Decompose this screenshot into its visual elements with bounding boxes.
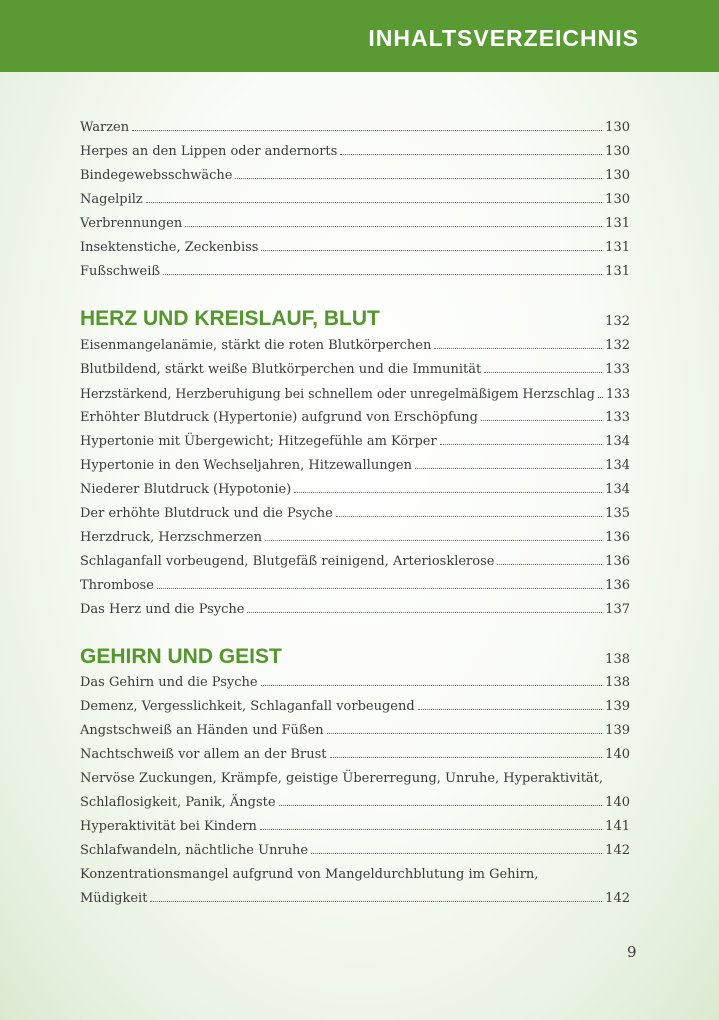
- toc-entry: [80, 817, 630, 837]
- toc-entry-page: 131: [605, 264, 630, 279]
- toc-entry-title: Schlaganfall vorbeugend, Blutgefäß reinigend, Arteriosklerose: [80, 554, 495, 569]
- dot-leader: [336, 505, 602, 517]
- toc-entry-page: 139: [605, 723, 630, 738]
- dot-leader: [132, 119, 602, 131]
- toc-entry-page: 136: [605, 530, 630, 545]
- toc-entry-title: Verbrennungen: [80, 216, 183, 231]
- section-heading-gehirn: [80, 643, 630, 671]
- toc-entry-title: Hypertonie in den Wechseljahren, Hitzewallungen: [80, 458, 412, 473]
- toc-entry: [80, 721, 630, 741]
- toc-entry: [80, 745, 630, 765]
- dot-leader: [261, 239, 602, 251]
- toc-entry-page: 133: [605, 386, 630, 401]
- toc-entry: [80, 166, 630, 186]
- toc-entry-title: Müdigkeit: [80, 891, 148, 906]
- toc-entry-page: 131: [605, 216, 630, 231]
- toc-entry-page: 138: [605, 675, 630, 690]
- toc-entry-title: Herzstärkend, Herzberuhigung bei schnellem oder unregelmäßigem Herzschlag: [80, 386, 595, 401]
- toc-entry-title: Hypertonie mit Übergewicht; Hitzegefühle am Körper: [80, 434, 437, 449]
- toc-entry-page: 130: [605, 168, 630, 183]
- toc-entry-title: Nagelpilz: [80, 192, 143, 207]
- toc-entry-title: Fußschweiß: [80, 264, 161, 279]
- dot-leader: [279, 794, 603, 806]
- dot-leader: [150, 890, 602, 902]
- toc-entry: [80, 480, 630, 500]
- dot-leader: [163, 263, 602, 275]
- dot-leader: [260, 818, 602, 830]
- dot-leader: [185, 215, 602, 227]
- toc-entry-page: 134: [605, 482, 630, 497]
- dot-leader: [340, 143, 602, 155]
- toc-entry-title: Thrombose: [80, 578, 154, 593]
- toc-entry-title: Angstschweiß an Händen und Füßen: [80, 723, 324, 738]
- dot-leader: [415, 457, 602, 469]
- toc-entry-title: Das Herz und die Psyche: [80, 602, 245, 617]
- section-page: 132: [605, 314, 630, 329]
- toc-entry-title: Blutbildend, stärkt weiße Blutkörperchen und die Immunität: [80, 362, 482, 377]
- toc-entry-title: Herzdruck, Herzschmerzen: [80, 530, 262, 545]
- toc-entry: [80, 214, 630, 234]
- toc-entry: [80, 336, 630, 356]
- toc-entry-title: Warzen: [80, 120, 130, 135]
- toc-entry: [80, 889, 630, 909]
- toc-entry-title: Schlafwandeln, nächtliche Unruhe: [80, 843, 309, 858]
- toc-entry: [80, 552, 630, 572]
- toc-entry-page: 133: [605, 362, 630, 377]
- toc-entry: [80, 142, 630, 162]
- header-bar: [0, 0, 719, 72]
- toc-entry: [80, 408, 630, 428]
- toc-entry-page: 134: [605, 434, 630, 449]
- toc-entry-page: 142: [605, 843, 630, 858]
- toc-entry-page: 132: [605, 338, 630, 353]
- toc-entry-title: Herpes an den Lippen oder andernorts: [80, 144, 338, 159]
- toc-entry-title: Eisenmangelanämie, stärkt die roten Blutkörperchen: [80, 338, 432, 353]
- toc-entry: [80, 841, 630, 861]
- toc-entry: [80, 673, 630, 693]
- toc-entry: [80, 504, 630, 524]
- toc-entry-page: 136: [605, 554, 630, 569]
- toc-entry: [80, 697, 630, 717]
- dot-leader: [598, 386, 603, 398]
- toc-entry: [80, 238, 630, 258]
- toc-entry-title: Demenz, Vergesslichkeit, Schlaganfall vorbeugend: [80, 699, 415, 714]
- dot-leader: [484, 361, 602, 373]
- dot-leader: [294, 481, 602, 493]
- toc-entry-page: 134: [605, 458, 630, 473]
- toc-entry: [80, 432, 630, 452]
- toc-entry-title: Das Gehirn und die Psyche: [80, 675, 258, 690]
- dot-leader: [440, 433, 602, 445]
- toc-entry-title: Der erhöhte Blutdruck und die Psyche: [80, 506, 333, 521]
- toc-entry-page: 133: [605, 410, 630, 425]
- toc-entry-title: Hyperaktivität bei Kindern: [80, 819, 257, 834]
- dot-leader: [311, 842, 602, 854]
- toc-entry: [80, 528, 630, 548]
- toc-entry-line1: Konzentrationsmangel aufgrund von Mangeldurchblutung im Gehirn,: [80, 867, 539, 882]
- toc-entry-title: Bindegewebsschwäche: [80, 168, 233, 183]
- toc-entry-page: 130: [605, 192, 630, 207]
- toc-entry: [80, 360, 630, 380]
- toc-entry: [80, 456, 630, 476]
- toc-entry: [80, 118, 630, 138]
- dot-leader: [418, 698, 602, 710]
- section-heading-herz: [80, 305, 630, 333]
- dot-leader: [481, 409, 602, 421]
- dot-leader: [497, 553, 602, 565]
- toc-entry-page: 136: [605, 578, 630, 593]
- toc-entry: [80, 384, 630, 404]
- toc-entry-title: Schlaflosigkeit, Panik, Ängste: [80, 795, 276, 810]
- dot-leader: [327, 722, 602, 734]
- toc-entry-page: 135: [605, 506, 630, 521]
- toc-entry-page: 130: [605, 120, 630, 135]
- toc-entry-title: Nachtschweiß vor allem an der Brust: [80, 747, 327, 762]
- section-title: GEHIRN UND GEIST: [80, 645, 282, 668]
- dot-leader: [265, 529, 602, 541]
- dot-leader: [157, 577, 602, 589]
- toc-entry-line1: Nervöse Zuckungen, Krämpfe, geistige Übererregung, Unruhe, Hyperaktivität,: [80, 771, 604, 786]
- toc-entry-page: 142: [605, 891, 630, 906]
- dot-leader: [261, 674, 603, 686]
- dot-leader: [434, 337, 602, 349]
- toc-entry-page: 137: [605, 602, 630, 617]
- toc-entry-page: 140: [605, 795, 630, 810]
- dot-leader: [247, 601, 602, 613]
- toc-entry-page: 130: [605, 144, 630, 159]
- page-number: 9: [627, 943, 637, 961]
- section-page: 138: [605, 652, 630, 667]
- dot-leader: [330, 746, 603, 758]
- dot-leader: [146, 191, 602, 203]
- toc-entry-title: Erhöhter Blutdruck (Hypertonie) aufgrund von Erschöpfung: [80, 410, 478, 425]
- section-title: HERZ UND KREISLAUF, BLUT: [80, 307, 380, 330]
- toc-entry: [80, 600, 630, 620]
- toc-entry-page: 131: [605, 240, 630, 255]
- toc-entry-title: Niederer Blutdruck (Hypotonie): [80, 482, 292, 497]
- toc-entry-page: 141: [605, 819, 630, 834]
- toc-entry: [80, 576, 630, 596]
- toc-entry-page: 140: [605, 747, 630, 762]
- toc-entry: [80, 262, 630, 282]
- toc-entry-title: Insektenstiche, Zeckenbiss: [80, 240, 259, 255]
- toc-entry-page: 139: [605, 699, 630, 714]
- toc-entry: [80, 793, 630, 813]
- page-title: INHALTSVERZEICHNIS: [368, 25, 639, 51]
- toc-entry: [80, 190, 630, 210]
- dot-leader: [235, 167, 602, 179]
